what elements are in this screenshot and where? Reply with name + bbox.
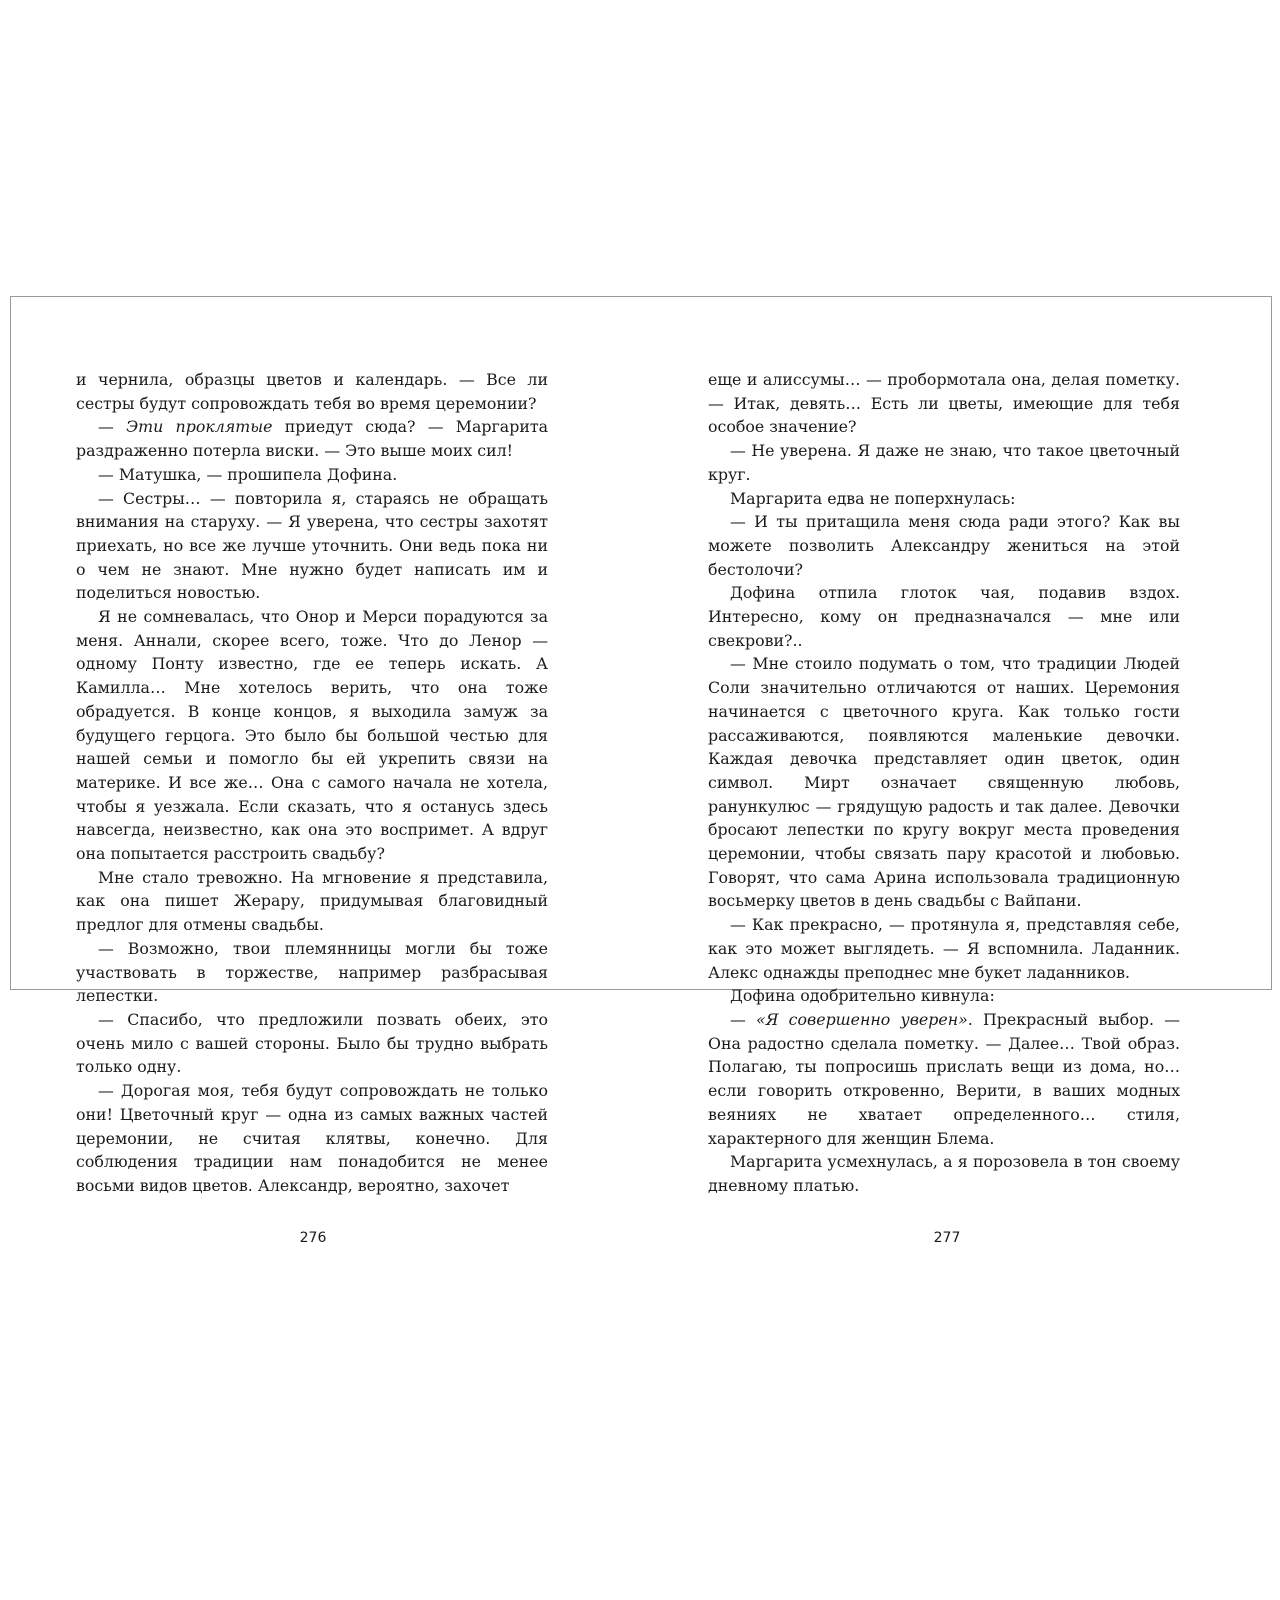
paragraph: Маргарита усмехнулась, а я порозовела в тон своему дневному платью. (708, 1152, 1180, 1195)
paragraph: — Эти проклятые приедут сюда? — Маргарита раздраженно потерла виски. — Это выше моих сил! (76, 417, 548, 461)
paragraph: — И ты притащила меня сюда ради этого? Как вы можете позволить Александру жениться на этой бестолочи? (708, 512, 1180, 579)
paragraph: — «Я совершенно уверен». Прекрасный выбор. — Она радостно сделала пометку. — Далее… Твой образ. Полагаю, ты попросишь прислать вещи из дома, но… если говорить откровенно, Верити, в ваших модных веяниях не хватает определенного… стиля, характерного для женщин Блема. (708, 1009, 1180, 1148)
paragraph: Мне стало тревожно. На мгновение я представила, как она пишет Жерару, придумывая благовидный предлог для отмены свадьбы. (76, 867, 548, 935)
paragraph: и чернила, образцы цветов и календарь. — Все ли сестры будут сопровождать тебя во время церемонии? (76, 370, 548, 413)
italic-phrase: Эти проклятые (126, 417, 273, 437)
page-number-left: 276 (299, 1230, 327, 1246)
paragraph: — Не уверена. Я даже не знаю, что такое цветочный круг. (708, 441, 1180, 484)
right-page (708, 368, 1180, 1198)
paragraph: — Возможно, твои племянницы могли бы тоже участвовать в торжестве, например разбрасывая лепестки. (76, 938, 548, 1006)
paragraph: еще и алиссумы… — пробормотала она, делая пометку. — Итак, девять… Есть ли цветы, имеющие для тебя особое значение? (708, 370, 1180, 437)
left-page (76, 368, 548, 1198)
italic-phrase: «Я совершенно уверен» (756, 1009, 968, 1029)
paragraph: Дофина отпила глоток чая, подавив вздох. Интересно, кому он предназначался — мне или свекрови?.. (708, 583, 1180, 650)
paragraph: — Сестры… — повторила я, стараясь не обращать внимания на старуху. — Я уверена, что сестры захотят приехать, но все же лучше уточнить. Они ведь пока ни о чем не знают. Мне нужно будет написать им и поделиться новостью. (76, 488, 548, 603)
paragraph: — Дорогая моя, тебя будут сопровождать не только они! Цветочный круг — одна из самых важных частей церемонии, не считая клятвы, конечно. Для соблюдения традиции нам понадобится не менее восьми видов цветов. Александр, вероятно, захочет (76, 1081, 548, 1195)
paragraph: Дофина одобрительно кивнула: (730, 986, 995, 1006)
paragraph: Я не сомневалась, что Онор и Мерси порадуются за меня. Аннали, скорее всего, тоже. Что до Ленор — одному Понту известно, где ее теперь искать. А Камилла… Мне хотелось верить, что она тоже обрадуется. В конце концов, я выходила замуж за будущего герцога. Это было бы большой честью для нашей семьи и помогло бы ей укрепить связи на материке. И все же… Она с самого начала не хотела, чтобы я уезжала. Если сказать, что я останусь здесь навсегда, неизвестно, как она это воспримет. А вдруг она попытается расстроить свадьбу? (76, 607, 548, 864)
paragraph: — Спасибо, что предложили позвать обеих, это очень мило с вашей стороны. Было бы трудно выбрать только одну. (76, 1009, 548, 1077)
paragraph: — Матушка, — прошипела Дофина. (98, 464, 398, 484)
paragraph: Маргарита едва не поперхнулась: (730, 488, 1016, 508)
paragraph: — Как прекрасно, — протянула я, представляя себе, как это может выглядеть. — Я вспомнила. Ладанник. Алекс однажды преподнес мне букет ладанников. (708, 915, 1180, 982)
page-number-right: 277 (933, 1230, 961, 1246)
paragraph: — Мне стоило подумать о том, что традиции Людей Соли значительно отличаются от наших. Церемония начинается с цветочного круга. Как только гости рассаживаются, появляются маленькие девочки. Каждая девочка представляет один цветок, один символ. Мирт означает священную любовь, ранункулюс — грядущую радость и так далее. Девочки бросают лепестки по кругу вокруг места проведения церемонии, чтобы связать пару красотой и любовью. Говорят, что сама Арина использовала традиционную восьмерку цветов в день свадьбы с Вайпани. (708, 654, 1180, 911)
